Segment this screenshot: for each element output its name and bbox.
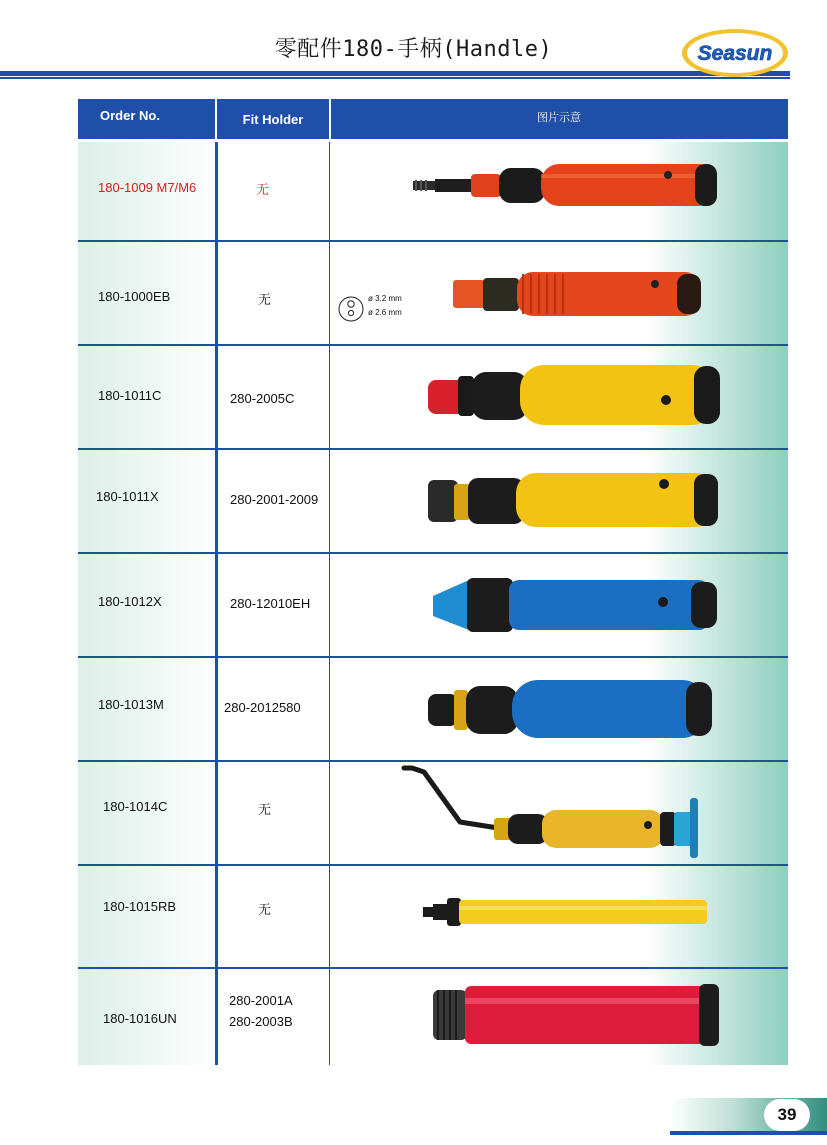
- handle-image-180-1011c: [428, 360, 728, 430]
- handle-image-180-1000eb: [453, 266, 723, 326]
- handle-image-180-1016un: [433, 978, 723, 1050]
- header-divider: [215, 99, 217, 139]
- row-divider: [78, 864, 788, 866]
- order-number: 180-1012X: [98, 594, 162, 609]
- hole-diameter-callout: ø 3.2 mm ø 2.6 mm: [368, 294, 402, 317]
- order-number: 180-1014C: [103, 799, 168, 814]
- page-number: 39: [764, 1099, 810, 1131]
- column-divider: [215, 142, 218, 1065]
- row-divider: [78, 552, 788, 554]
- logo-text: Seasun: [697, 42, 773, 65]
- row-divider: [78, 240, 788, 242]
- order-number: 180-1000EB: [98, 289, 171, 304]
- column-header-fit-holder: Fit Holder: [242, 111, 304, 127]
- order-number: 180-1011X: [96, 489, 159, 504]
- seasun-logo: [680, 27, 790, 79]
- fit-holder: 无: [256, 182, 270, 197]
- hole-diameter-icon: [337, 292, 371, 326]
- handle-image-180-1009: [413, 160, 723, 220]
- row-divider: [78, 448, 788, 450]
- fit-holder: 280-2001-2009: [230, 492, 319, 507]
- column-divider: [329, 142, 330, 1065]
- row-divider: [78, 656, 788, 658]
- order-number: 180-1015RB: [103, 899, 176, 914]
- handle-image-180-1012x: [433, 574, 723, 636]
- column-header-picture: 图片示意: [537, 111, 581, 124]
- handle-table: [78, 99, 788, 1065]
- fit-holder: 280-2012580: [224, 700, 301, 715]
- column-header-order-no: Order No.: [100, 107, 160, 123]
- fit-holder: 无: [258, 292, 272, 307]
- row-divider: [78, 344, 788, 346]
- fit-holder: 280-2001A 280-2003B: [229, 993, 293, 1029]
- fit-holder: 无: [258, 902, 272, 917]
- row-divider: [78, 967, 788, 969]
- handle-image-180-1013m: [428, 676, 720, 740]
- page-title: 零配件180-手柄(Handle): [274, 37, 553, 62]
- table-body: [78, 142, 788, 1065]
- handle-image-180-1014c: [398, 760, 728, 860]
- footer-rule: [670, 1131, 827, 1135]
- table-header: [78, 99, 788, 139]
- header-rule: [0, 71, 790, 79]
- fit-holder: 无: [258, 802, 272, 817]
- fit-holder: 280-12010EH: [230, 596, 311, 611]
- order-number: 180-1016UN: [103, 1011, 177, 1026]
- handle-image-180-1011x: [428, 470, 728, 530]
- header-divider: [329, 99, 331, 139]
- handle-image-180-1015rb: [423, 892, 713, 932]
- order-number: 180-1013M: [98, 697, 164, 712]
- order-number: 180-1009 M7/M6: [98, 180, 197, 195]
- order-number: 180-1011C: [98, 388, 162, 403]
- fit-holder: 280-2005C: [230, 391, 295, 406]
